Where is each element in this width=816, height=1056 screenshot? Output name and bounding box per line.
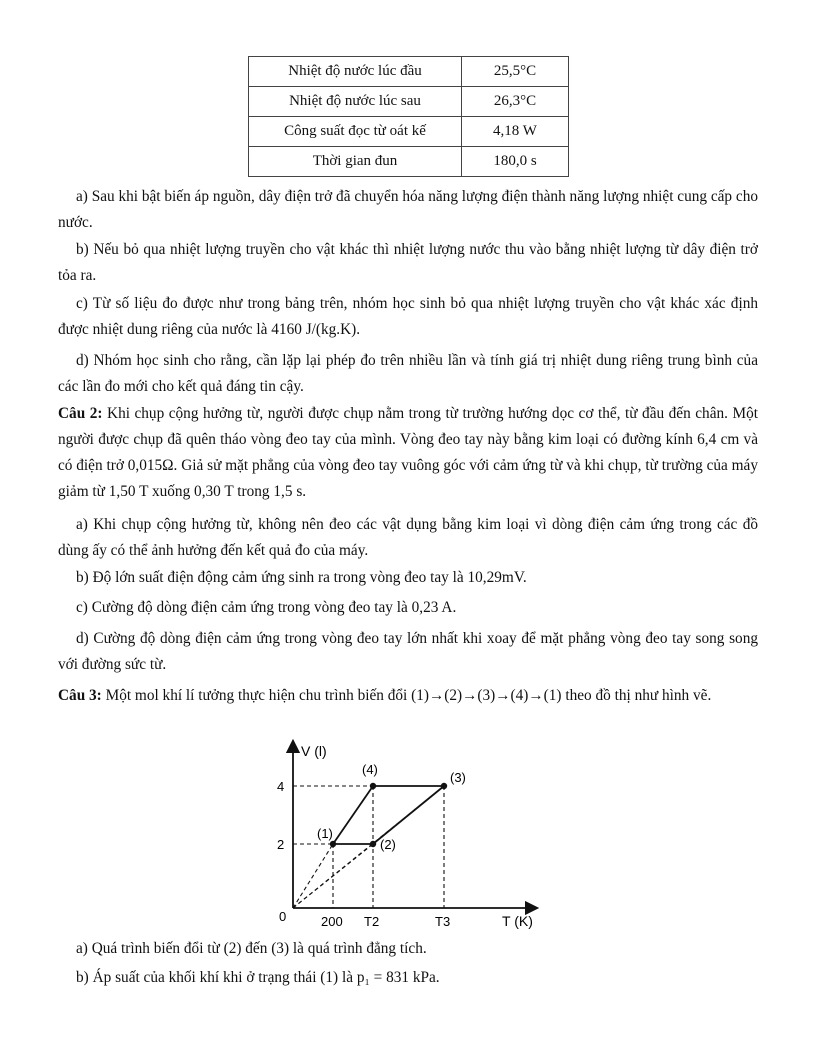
point-label-3: (3) [450, 770, 466, 785]
vt-graph [270, 738, 550, 938]
q1-option-d: d) Nhóm học sinh cho rằng, cần lặp lại phép đo trên nhiều lần và tính giá trị nhiệt dung riêng trung bình của các lần đo mới cho kết quả đáng tin cậy. [58, 352, 758, 395]
q1-option-c: c) Từ số liệu đo được như trong bảng trên, nhóm học sinh bỏ qua nhiệt lượng truyền cho vật khác xác định được nhiệt dung riêng của nước là 4160 J/(kg.K). [58, 295, 758, 338]
origin-label: 0 [279, 909, 287, 924]
point-label-2: (2) [380, 837, 396, 852]
q2-label: Câu 2: [58, 405, 103, 422]
y-tick-2: 2 [277, 837, 285, 852]
point-label-1: (1) [317, 826, 333, 841]
y-tick-4: 4 [277, 779, 285, 794]
q2-option-d: d) Cường độ dòng điện cảm ứng trong vòng đeo tay lớn nhất khi xoay để mặt phẳng vòng đeo tay song song với đường sức từ. [58, 630, 758, 673]
point-1 [330, 841, 336, 847]
table-cell-value: 25,5°C [462, 57, 569, 87]
point-3 [441, 783, 447, 789]
table-row [249, 147, 569, 177]
q2-option-a: a) Khi chụp cộng hưởng từ, không nên đeo các vật dụng bằng kim loại vì dòng điện cảm ứng trong các đồ dùng ấy có thể ảnh hưởng đến kết quả đo của máy. [58, 516, 758, 559]
q3-stem-text: Một mol khí lí tưởng thực hiện chu trình biến đổi (1)→(2)→(3)→(4)→(1) theo đồ thị như hình vẽ. [105, 687, 712, 704]
table-row [249, 87, 569, 117]
table-cell-value: 4,18 W [462, 117, 569, 147]
q2-stem [58, 401, 758, 505]
table-row [249, 117, 569, 147]
x-axis-label: T (K) [502, 913, 533, 929]
table-row [249, 57, 569, 87]
table-cell-value: 180,0 s [462, 147, 569, 177]
point-2 [370, 841, 376, 847]
x-tick-200: 200 [321, 914, 343, 929]
table-cell-value: 26,3°C [462, 87, 569, 117]
measurement-table [248, 56, 569, 177]
table-cell-label: Nhiệt độ nước lúc đầu [249, 57, 462, 87]
point-4 [370, 783, 376, 789]
x-tick-t3: T3 [435, 914, 451, 929]
q1-option-a: a) Sau khi bật biến áp nguồn, dây điện trở đã chuyển hóa năng lượng điện thành năng lượng nhiệt cung cấp cho nước. [58, 188, 758, 231]
q2-option-c: c) Cường độ dòng điện cảm ứng trong vòng đeo tay là 0,23 A. [76, 599, 457, 616]
q3-stem [58, 679, 758, 713]
q3-option-b: b) Áp suất của khối khí khi ở trạng thái (1) là p₁ = 831 kPa. [76, 969, 440, 986]
x-tick-t2: T2 [364, 914, 380, 929]
table-cell-label: Thời gian đun [249, 147, 462, 177]
q3-label: Câu 3: [58, 687, 102, 704]
q3-option-a: a) Quá trình biến đổi từ (2) đến (3) là quá trình đẳng tích. [76, 940, 427, 957]
y-axis-label: V (l) [301, 743, 327, 759]
point-label-4: (4) [362, 762, 378, 777]
table-cell-label: Công suất đọc từ oát kế [249, 117, 462, 147]
table-cell-label: Nhiệt độ nước lúc sau [249, 87, 462, 117]
cycle-path [333, 786, 444, 844]
q2-option-b: b) Độ lớn suất điện động cảm ứng sinh ra trong vòng đeo tay là 10,29mV. [76, 569, 527, 586]
q2-stem-text: Khi chụp cộng hưởng từ, người được chụp nằm trong từ trường hướng dọc cơ thể, từ đầu đến chân. Một người được chụp đã quên tháo vòng đeo tay của mình. Vòng đeo tay này bằng kim loại có đường kính 6,4 cm và có điện trở 0,015Ω. Giả sử mặt phẳng của vòng đeo tay vuông góc với cảm ứng từ và khi chụp, từ trường của máy giảm từ 1,50 T xuống 0,30 T trong 1,5 s. [58, 405, 758, 500]
q1-option-b: b) Nếu bỏ qua nhiệt lượng truyền cho vật khác thì nhiệt lượng nước thu vào bằng nhiệt lượng từ dây điện trở tỏa ra. [58, 241, 758, 284]
